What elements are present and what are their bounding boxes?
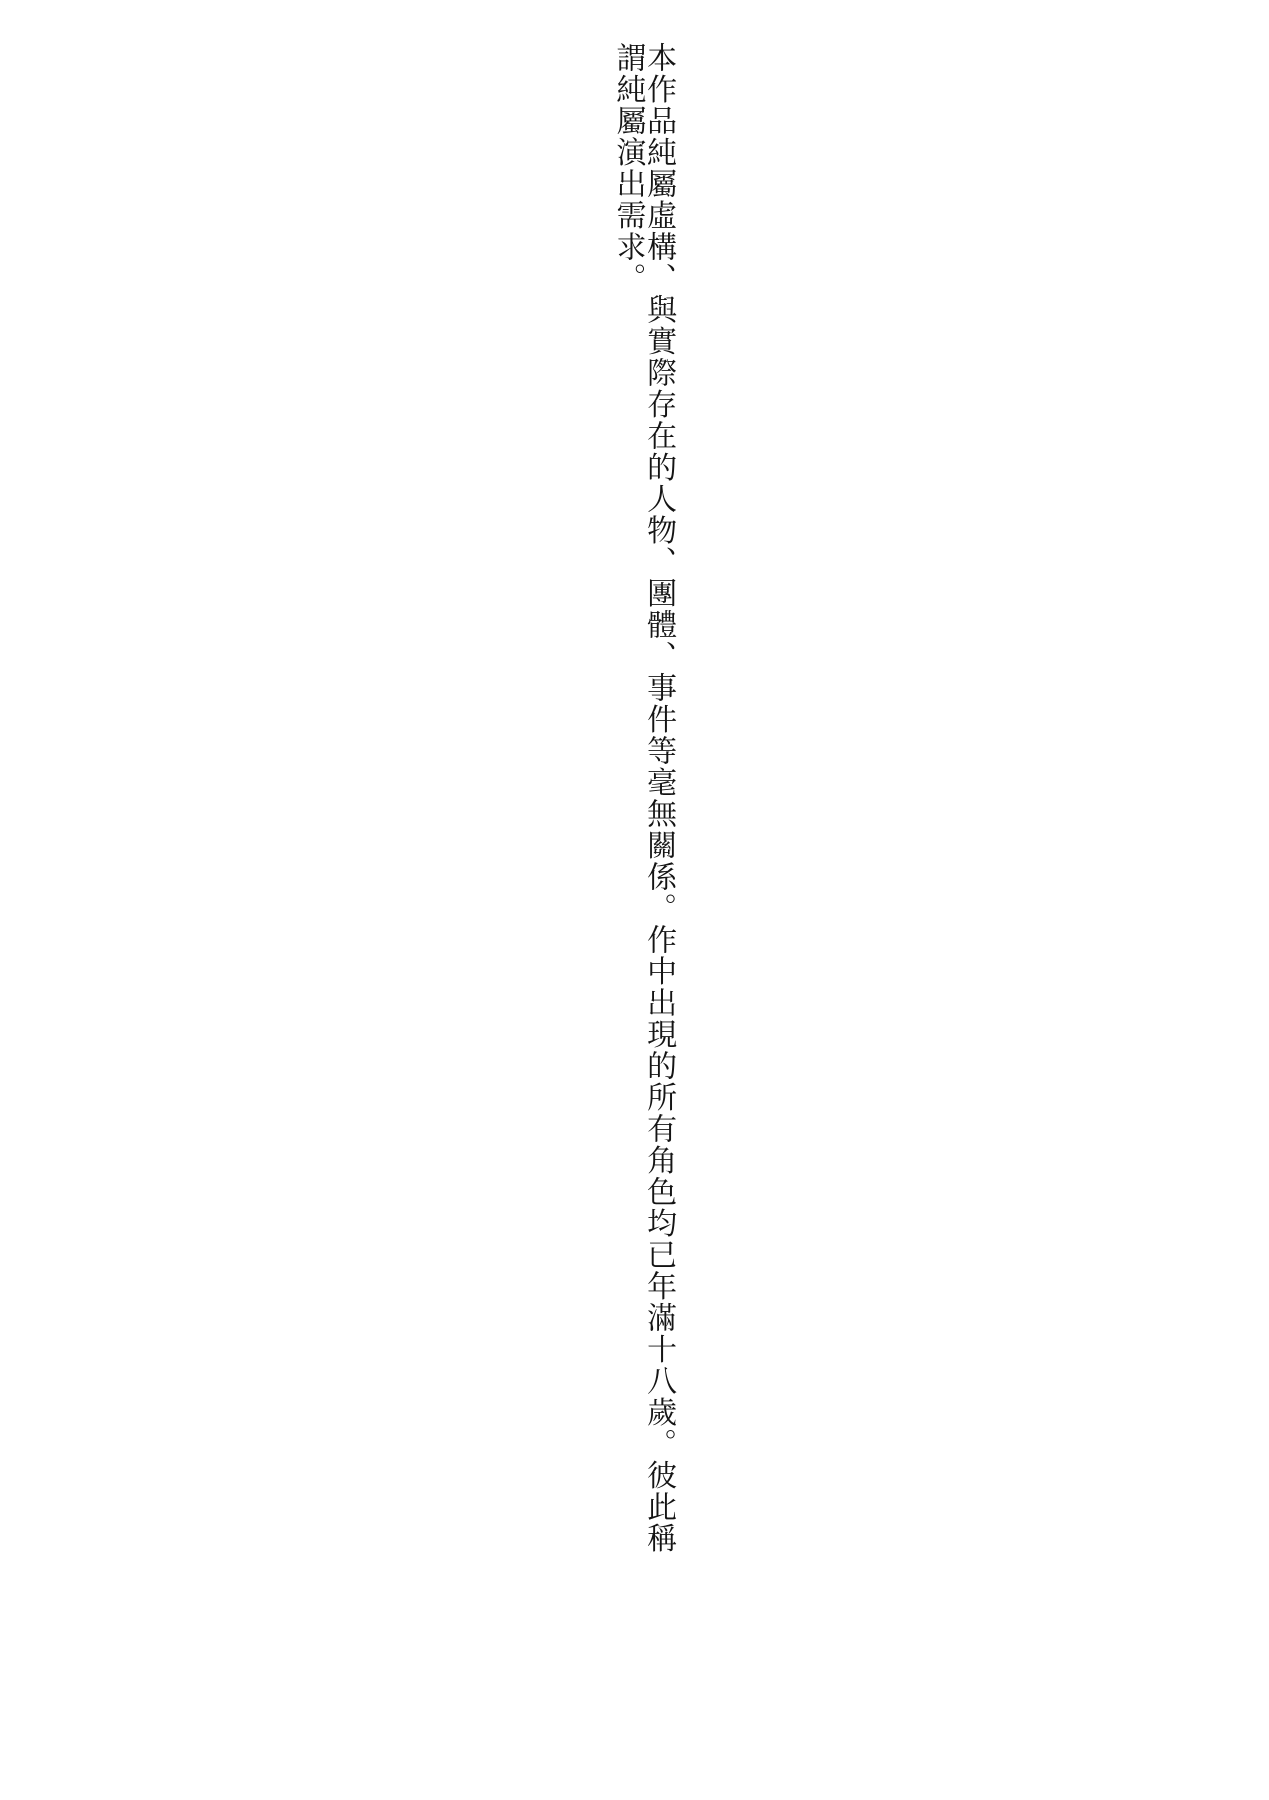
- disclaimer-text: 本作品純屬虛構、與實際存在的人物、團體、事件等毫無關係。作中出現的所有角色均已年滿十八歲。彼此稱謂純屬演出需求。: [610, 42, 677, 1554]
